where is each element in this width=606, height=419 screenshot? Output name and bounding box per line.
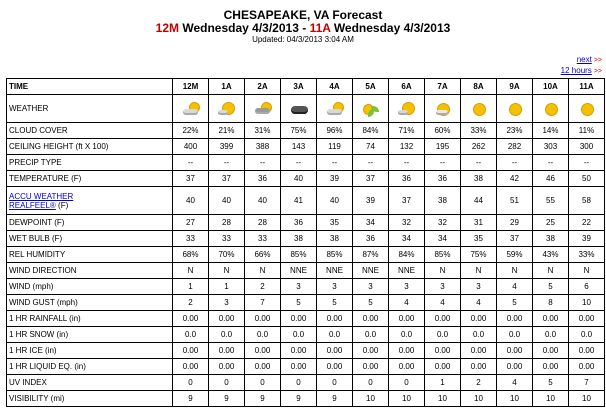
data-cell: 0.00 <box>461 343 497 359</box>
data-cell: N <box>425 263 461 279</box>
data-cell: 41 <box>281 187 317 215</box>
data-cell: 5 <box>281 295 317 311</box>
data-row <box>7 263 605 279</box>
row-label: TIME <box>7 79 173 95</box>
data-cell: 282 <box>497 139 533 155</box>
data-row <box>7 343 605 359</box>
mostly-sunny-icon <box>397 101 417 117</box>
data-row <box>7 247 605 263</box>
data-cell: 2 <box>173 295 209 311</box>
data-cell: 39 <box>317 171 353 187</box>
weather-cell <box>353 95 389 123</box>
data-cell: -- <box>245 155 281 171</box>
data-cell: 42 <box>497 171 533 187</box>
data-cell: 4 <box>425 295 461 311</box>
data-cell: 40 <box>245 187 281 215</box>
data-cell: 38 <box>533 231 569 247</box>
data-cell: 3 <box>353 279 389 295</box>
sunny-icon <box>577 101 597 117</box>
data-cell: 0.0 <box>569 327 605 343</box>
hour-header: 2A <box>245 79 281 95</box>
data-cell: N <box>569 263 605 279</box>
hour-header: 1A <box>209 79 245 95</box>
data-cell: 388 <box>245 139 281 155</box>
data-cell: 43% <box>533 247 569 263</box>
data-cell: 0.0 <box>281 327 317 343</box>
data-cell: 10 <box>425 391 461 407</box>
data-cell: 70% <box>209 247 245 263</box>
forecast-header <box>0 9 606 45</box>
data-cell: 0.00 <box>281 359 317 375</box>
weather-cell <box>425 95 461 123</box>
data-cell: 3 <box>281 279 317 295</box>
data-cell: 37 <box>353 171 389 187</box>
data-cell: -- <box>173 155 209 171</box>
data-cell: 0.0 <box>533 327 569 343</box>
row-label: PRECIP TYPE <box>7 155 173 171</box>
data-cell: 87% <box>353 247 389 263</box>
weather-cell <box>281 95 317 123</box>
data-cell: N <box>245 263 281 279</box>
data-cell: 85% <box>317 247 353 263</box>
forecast-table <box>6 78 605 407</box>
data-row <box>7 311 605 327</box>
time-row <box>7 79 605 95</box>
data-cell: 5 <box>533 375 569 391</box>
data-cell: 0 <box>281 375 317 391</box>
data-row <box>7 215 605 231</box>
data-cell: 28 <box>209 215 245 231</box>
data-cell: 0.0 <box>317 327 353 343</box>
row-label: UV INDEX <box>7 375 173 391</box>
data-cell: 119 <box>317 139 353 155</box>
data-cell: 10 <box>389 391 425 407</box>
data-cell: 0.00 <box>533 311 569 327</box>
data-cell: 55 <box>533 187 569 215</box>
data-cell: 46 <box>533 171 569 187</box>
data-cell: 0.00 <box>569 311 605 327</box>
data-cell: 38 <box>281 231 317 247</box>
data-cell: 400 <box>173 139 209 155</box>
data-cell: 0.00 <box>461 359 497 375</box>
partly-cloudy-icon <box>181 101 201 117</box>
data-cell: N <box>209 263 245 279</box>
data-cell: 23% <box>497 123 533 139</box>
weather-cell <box>569 95 605 123</box>
data-cell: 0.00 <box>533 359 569 375</box>
data-cell: N <box>173 263 209 279</box>
data-cell: 0 <box>389 375 425 391</box>
data-cell: 0.00 <box>389 311 425 327</box>
data-cell: 10 <box>497 391 533 407</box>
hour-header: 7A <box>425 79 461 95</box>
hour-header: 12M <box>173 79 209 95</box>
data-cell: 36 <box>353 231 389 247</box>
data-cell: 68% <box>173 247 209 263</box>
sunny-icon <box>505 101 525 117</box>
range-start-date: Wednesday 4/3/2013 <box>182 21 299 35</box>
data-cell: -- <box>389 155 425 171</box>
data-cell: 33 <box>245 231 281 247</box>
row-label: REL HUMIDITY <box>7 247 173 263</box>
data-cell: 22% <box>173 123 209 139</box>
data-cell: 33 <box>209 231 245 247</box>
data-cell: 40 <box>173 187 209 215</box>
twelve-hours-arrow-icon: >> <box>593 68 602 75</box>
data-cell: 300 <box>569 139 605 155</box>
data-cell: 9 <box>209 391 245 407</box>
mostly-cloudy-icon <box>253 101 273 117</box>
data-cell: 0.0 <box>497 327 533 343</box>
row-label: WIND GUST (mph) <box>7 295 173 311</box>
row-label: 1 HR SNOW (in) <box>7 327 173 343</box>
row-label: WEATHER <box>7 95 173 123</box>
data-row <box>7 139 605 155</box>
data-cell: N <box>533 263 569 279</box>
data-cell: 0.00 <box>533 343 569 359</box>
data-cell: -- <box>461 155 497 171</box>
data-row <box>7 391 605 407</box>
data-cell: 37 <box>497 231 533 247</box>
data-cell: 9 <box>245 391 281 407</box>
data-cell: 34 <box>389 231 425 247</box>
row-label: 1 HR LIQUID EQ. (in) <box>7 359 173 375</box>
data-cell: 58 <box>569 187 605 215</box>
data-cell: 85% <box>425 247 461 263</box>
data-cell: 11% <box>569 123 605 139</box>
data-cell: 0.00 <box>353 311 389 327</box>
data-cell: 3 <box>209 295 245 311</box>
row-label: CEILING HEIGHT (ft X 100) <box>7 139 173 155</box>
sunny-icon <box>541 101 561 117</box>
weather-row <box>7 95 605 123</box>
data-cell: 37 <box>389 187 425 215</box>
row-label: WET BULB (F) <box>7 231 173 247</box>
data-row <box>7 375 605 391</box>
data-cell: 0.00 <box>569 359 605 375</box>
data-cell: 84% <box>389 247 425 263</box>
weather-cell <box>461 95 497 123</box>
data-cell: 0.0 <box>173 327 209 343</box>
data-row <box>7 327 605 343</box>
data-cell: 0.00 <box>209 343 245 359</box>
data-cell: 40 <box>317 187 353 215</box>
data-cell: 22 <box>569 215 605 231</box>
weather-cell <box>497 95 533 123</box>
data-cell: 85% <box>281 247 317 263</box>
data-cell: 75% <box>461 247 497 263</box>
data-cell: 0.00 <box>569 343 605 359</box>
data-cell: 10 <box>569 295 605 311</box>
data-cell: 33 <box>173 231 209 247</box>
twelve-hours-nav <box>561 66 602 76</box>
data-cell: 0.00 <box>425 359 461 375</box>
data-cell: 14% <box>533 123 569 139</box>
data-cell: 0 <box>353 375 389 391</box>
data-cell: 21% <box>209 123 245 139</box>
data-cell: 34 <box>353 215 389 231</box>
data-cell: 5 <box>533 279 569 295</box>
accu-label-line1: ACCU WEATHER <box>9 191 74 201</box>
data-cell: 51 <box>497 187 533 215</box>
data-cell: 39 <box>569 231 605 247</box>
data-cell: 4 <box>461 295 497 311</box>
data-cell: -- <box>209 155 245 171</box>
data-cell: 40 <box>209 187 245 215</box>
data-cell: -- <box>353 155 389 171</box>
hour-header: 6A <box>389 79 425 95</box>
data-cell: 27 <box>173 215 209 231</box>
row-label: TEMPERATURE (F) <box>7 171 173 187</box>
weather-cell <box>533 95 569 123</box>
data-cell: 10 <box>461 391 497 407</box>
data-cell: N <box>461 263 497 279</box>
data-cell: 33% <box>461 123 497 139</box>
data-cell: 40 <box>281 171 317 187</box>
data-cell: 3 <box>389 279 425 295</box>
data-cell: 0.00 <box>389 359 425 375</box>
data-cell: -- <box>317 155 353 171</box>
hour-header: 10A <box>533 79 569 95</box>
data-cell: 3 <box>461 279 497 295</box>
data-cell: 5 <box>497 295 533 311</box>
data-cell: -- <box>281 155 317 171</box>
row-label: WIND DIRECTION <box>7 263 173 279</box>
data-cell: 84% <box>353 123 389 139</box>
data-cell: 0.00 <box>245 359 281 375</box>
data-cell: 3 <box>425 279 461 295</box>
data-row <box>7 171 605 187</box>
data-cell: 32 <box>389 215 425 231</box>
data-cell: 0.00 <box>389 343 425 359</box>
data-cell: 10 <box>353 391 389 407</box>
data-cell: 9 <box>281 391 317 407</box>
data-cell: 1 <box>425 375 461 391</box>
data-cell: 0.00 <box>281 343 317 359</box>
data-cell: 36 <box>245 171 281 187</box>
data-cell: 33% <box>569 247 605 263</box>
data-row <box>7 123 605 139</box>
data-cell: NNE <box>281 263 317 279</box>
next-link[interactable]: next <box>576 55 592 64</box>
data-cell: 34 <box>425 231 461 247</box>
data-cell: 5 <box>317 295 353 311</box>
data-cell: 0.00 <box>281 311 317 327</box>
data-cell: 37 <box>209 171 245 187</box>
data-cell: 0.0 <box>425 327 461 343</box>
data-row <box>7 359 605 375</box>
data-row <box>7 231 605 247</box>
twelve-hours-link[interactable]: 12 hours <box>560 66 592 75</box>
data-cell: 3 <box>317 279 353 295</box>
data-cell: 9 <box>317 391 353 407</box>
data-cell: 5 <box>353 295 389 311</box>
data-cell: 0.0 <box>245 327 281 343</box>
row-label: CLOUD COVER <box>7 123 173 139</box>
data-cell: 0.00 <box>173 311 209 327</box>
data-cell: 0 <box>173 375 209 391</box>
data-cell: 0.0 <box>209 327 245 343</box>
pollen-icon <box>361 101 381 117</box>
data-cell: 44 <box>461 187 497 215</box>
next-arrow-icon: >> <box>593 57 602 64</box>
row-label: WIND (mph) <box>7 279 173 295</box>
data-cell: 0.00 <box>245 311 281 327</box>
data-cell: 0 <box>209 375 245 391</box>
data-cell: 399 <box>209 139 245 155</box>
data-cell: 60% <box>425 123 461 139</box>
data-cell: 35 <box>317 215 353 231</box>
data-cell: 0.00 <box>461 311 497 327</box>
data-row <box>7 155 605 171</box>
data-cell: 0.0 <box>353 327 389 343</box>
data-row <box>7 295 605 311</box>
data-cell: 1 <box>209 279 245 295</box>
data-cell: 195 <box>425 139 461 155</box>
data-cell: 0 <box>317 375 353 391</box>
data-cell: 7 <box>245 295 281 311</box>
data-cell: 4 <box>497 375 533 391</box>
row-label: 1 HR RAINFALL (in) <box>7 311 173 327</box>
data-cell: 75% <box>281 123 317 139</box>
data-cell: 2 <box>245 279 281 295</box>
data-cell: NNE <box>317 263 353 279</box>
updated-timestamp: Updated: 04/3/2013 3:04 AM <box>252 35 354 44</box>
mostly-sunny-icon <box>217 101 237 117</box>
range-separator: - <box>302 21 307 35</box>
data-cell: 0.00 <box>173 359 209 375</box>
data-cell: 262 <box>461 139 497 155</box>
page-title: CHESAPEAKE, VA Forecast <box>223 8 383 22</box>
partly-cloudy-icon <box>325 101 345 117</box>
row-label: 1 HR ICE (in) <box>7 343 173 359</box>
data-cell: 0.00 <box>497 311 533 327</box>
sunny-icon <box>469 101 489 117</box>
data-cell: 36 <box>281 215 317 231</box>
data-cell: 31% <box>245 123 281 139</box>
data-cell: -- <box>425 155 461 171</box>
weather-cell <box>389 95 425 123</box>
data-cell: 0.00 <box>209 311 245 327</box>
data-cell: 0.00 <box>425 343 461 359</box>
data-cell: 2 <box>461 375 497 391</box>
data-cell: 39 <box>353 187 389 215</box>
data-cell: 0 <box>245 375 281 391</box>
data-cell: 0.0 <box>461 327 497 343</box>
data-cell: 4 <box>497 279 533 295</box>
data-cell: 0.00 <box>497 343 533 359</box>
data-cell: 303 <box>533 139 569 155</box>
data-cell: 10 <box>569 391 605 407</box>
data-cell: 0.00 <box>173 343 209 359</box>
data-cell: 7 <box>569 375 605 391</box>
data-cell: 74 <box>353 139 389 155</box>
data-cell: 36 <box>389 171 425 187</box>
data-cell: 4 <box>389 295 425 311</box>
data-cell: 0.0 <box>389 327 425 343</box>
data-cell: 10 <box>533 391 569 407</box>
hour-header: 5A <box>353 79 389 95</box>
hour-header: 4A <box>317 79 353 95</box>
range-end-date: Wednesday 4/3/2013 <box>333 21 451 35</box>
next-nav <box>577 55 602 65</box>
data-cell: 9 <box>173 391 209 407</box>
hour-header: 9A <box>497 79 533 95</box>
data-cell: 59% <box>497 247 533 263</box>
data-cell: 38 <box>425 187 461 215</box>
data-cell: -- <box>533 155 569 171</box>
data-cell: N <box>497 263 533 279</box>
data-cell: 38 <box>317 231 353 247</box>
data-cell: 71% <box>389 123 425 139</box>
data-cell: 37 <box>173 171 209 187</box>
data-cell: 66% <box>245 247 281 263</box>
data-cell: -- <box>497 155 533 171</box>
data-cell: 8 <box>533 295 569 311</box>
hour-header: 8A <box>461 79 497 95</box>
data-cell: NNE <box>353 263 389 279</box>
data-cell: 50 <box>569 171 605 187</box>
accu-label-unit: (F) <box>58 200 69 210</box>
hour-header: 11A <box>569 79 605 95</box>
data-cell: 0.00 <box>209 359 245 375</box>
data-cell: 0.00 <box>317 359 353 375</box>
data-row <box>7 279 605 295</box>
weather-cell <box>317 95 353 123</box>
hour-header: 3A <box>281 79 317 95</box>
data-cell: 0.00 <box>425 311 461 327</box>
data-cell: 0.00 <box>317 311 353 327</box>
data-cell: 0.00 <box>353 359 389 375</box>
range-start-hour: 12M <box>155 21 180 35</box>
row-label <box>7 187 173 215</box>
data-cell: 25 <box>533 215 569 231</box>
data-cell: 6 <box>569 279 605 295</box>
data-cell: 35 <box>461 231 497 247</box>
data-cell: 29 <box>497 215 533 231</box>
data-cell: 96% <box>317 123 353 139</box>
data-cell: 31 <box>461 215 497 231</box>
range-end-hour: 11A <box>309 21 331 35</box>
data-cell: 0.00 <box>245 343 281 359</box>
data-cell: 36 <box>425 171 461 187</box>
weather-cell <box>173 95 209 123</box>
data-cell: 132 <box>389 139 425 155</box>
data-cell: 28 <box>245 215 281 231</box>
forecast-range <box>0 22 606 35</box>
data-cell: 0.00 <box>353 343 389 359</box>
weather-cell <box>209 95 245 123</box>
data-cell: 0.00 <box>317 343 353 359</box>
data-cell: -- <box>569 155 605 171</box>
data-cell: 32 <box>425 215 461 231</box>
data-row <box>7 187 605 215</box>
cloudy-icon <box>289 101 309 117</box>
data-cell: 38 <box>461 171 497 187</box>
data-cell: 143 <box>281 139 317 155</box>
weather-cell <box>245 95 281 123</box>
row-label: DEWPOINT (F) <box>7 215 173 231</box>
data-cell: NNE <box>389 263 425 279</box>
data-cell: 1 <box>173 279 209 295</box>
row-label: VISIBILITY (mi) <box>7 391 173 407</box>
accu-label-line2: REALFEEL® <box>9 200 56 210</box>
data-cell: 0.00 <box>497 359 533 375</box>
partly-sunny-icon <box>433 101 453 117</box>
